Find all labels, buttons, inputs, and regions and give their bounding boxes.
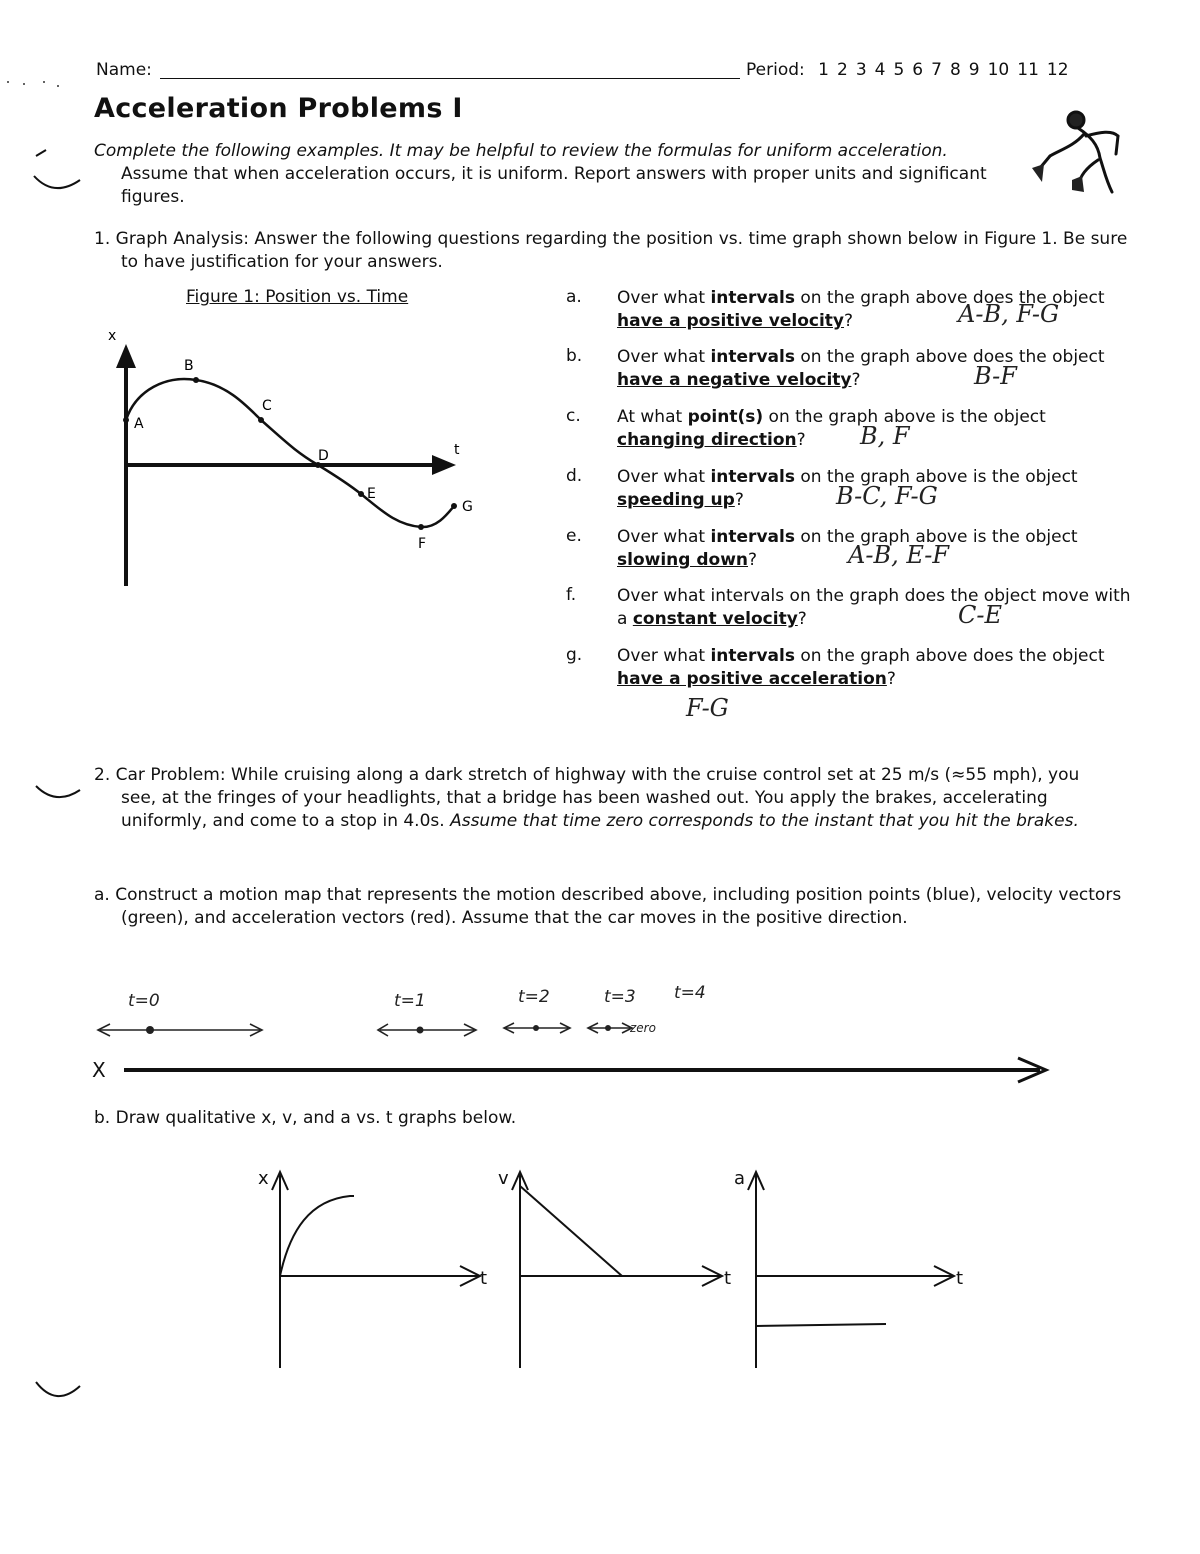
point-label-a: A [134,416,144,432]
handwritten-answer[interactable]: A-B, E-F [848,541,950,569]
question-mid: on the graph above does the object [794,646,1105,666]
question-post: ? [886,669,896,689]
handwritten-answer[interactable]: A-B, F-G [958,300,1060,328]
question-mid: on the graph above is the object [794,527,1078,547]
handwritten-answer[interactable]: C-E [958,601,1002,629]
instructions-italic: Complete the following examples. It may be helpful to review the formulas for uniform acceleration. [94,141,948,161]
figure-1-title: Figure 1: Position vs. Time [186,287,409,307]
period-option[interactable]: 5 [893,60,905,80]
question-post: ? [796,430,806,450]
graph-x-tlabel: t [480,1268,488,1289]
point-label-b: B [184,358,194,374]
t-axis-arrow [432,455,456,475]
page-title: Acceleration Problems I [94,93,463,124]
period-options [810,60,1068,80]
question-letter: g. [566,645,583,665]
problem-2-part-b: b. Draw qualitative x, v, and a vs. t graphs below. [94,1108,517,1128]
problem-2-body: Car Problem: While cruising along a dark stretch of highway with the cruise control set at 25 m/s (≈55 mph), you see, at the fringes of your headlights, that a bridge has been washed out. You apply the brakes, accelerating uniformly, and come to a stop in 4.0s. [115,765,1080,831]
point-label-c: C [262,398,272,414]
position-curve [126,379,454,527]
question-letter: b. [566,346,583,366]
question-pre: Over what [617,288,711,308]
question-mid: on the graph above does the object [794,347,1105,367]
motion-zero-note: zero [630,1021,656,1035]
margin-marks [0,0,90,1554]
problem-1-text [94,228,1134,274]
question-bold: point(s) [687,407,764,427]
period-option[interactable]: 1 [818,60,829,80]
period-option[interactable]: 9 [968,60,980,80]
question-pre: Over what [617,467,711,487]
runner-illustration-icon [1020,106,1124,198]
problem-2-italic: Assume that time zero corresponds to the instant that you hit the brakes. [450,811,1079,831]
instructions-rest: Assume that when acceleration occurs, it is uniform. Report answers with proper units and significant figures. [121,164,987,207]
problem-1-number: 1. [94,229,111,249]
period-option[interactable]: 11 [1017,60,1039,80]
question-bold: intervals [710,347,795,367]
handwritten-answer[interactable]: B-F [974,362,1017,390]
question-letter: e. [566,526,582,546]
question-pre: Over what [617,586,711,606]
handwritten-answer[interactable]: F-G [686,694,729,722]
question-bold: intervals [710,288,795,308]
question-pre: At what [617,407,688,427]
graph-a-tlabel: t [956,1268,964,1289]
problem-2-text [94,764,1104,833]
question-text [617,585,1137,631]
problem-2-part-a: a. Construct a motion map that represents the motion described above, including position points (blue), velocity vectors (green), and acceleration vectors (red). Assume that the car moves in the positive direction. [94,885,1122,928]
question-bold: intervals [710,527,795,547]
question-post: ? [734,490,744,510]
question-key: changing direction [617,430,797,450]
motion-label-t0: t=0 [128,991,160,1011]
period-option[interactable]: 7 [931,60,942,80]
t-axis-label: t [454,442,460,458]
point-label-e: E [367,486,376,502]
handwritten-answer[interactable]: B-C, F-G [836,482,938,510]
period-option[interactable]: 12 [1046,60,1069,80]
question-post: ? [844,311,854,331]
question-key: have a positive velocity [617,311,845,331]
graph-v-ylabel: v [498,1168,509,1189]
question-mid: intervals on the graph does the object move with a [617,586,1131,629]
period-option[interactable]: 8 [949,60,961,80]
name-field-line[interactable] [160,78,740,79]
figure-1-position-time-graph [96,320,496,600]
point-label-d: D [318,448,329,464]
question-pre: Over what [617,646,711,666]
period-selector [746,60,1069,80]
question-pre: Over what [617,527,711,547]
question-letter: f. [566,585,577,605]
period-option[interactable]: 10 [987,60,1010,80]
motion-map[interactable] [90,978,1060,1088]
motion-graphs[interactable] [250,1160,990,1380]
question-key: have a positive acceleration [617,669,887,689]
question-key: slowing down [617,550,749,570]
question-post: ? [851,370,861,390]
question-letter: d. [566,466,583,486]
question-key: constant velocity [632,609,798,629]
instructions [94,140,994,209]
question-mid: on the graph above is the object [794,467,1078,487]
motion-label-t4: t=4 [674,983,706,1003]
problem-1-body: Graph Analysis: Answer the following questions regarding the position vs. time graph shown below in Figure 1. Be sure to have justification for your answers. [115,229,1128,272]
question-text [617,346,1137,392]
question-pre: Over what [617,347,711,367]
motion-map-axis-label: X [92,1058,106,1082]
period-option[interactable]: 6 [912,60,924,80]
question-key: have a negative velocity [617,370,852,390]
question-text [617,645,1137,691]
question-letter: c. [566,406,581,426]
question-post: ? [748,550,758,570]
name-label: Name: [96,60,152,80]
question-key: speeding up [617,490,735,510]
handwritten-answer[interactable]: B, F [860,422,910,450]
question-bold: intervals [710,646,795,666]
period-option[interactable]: 2 [836,60,848,80]
point-label-f: F [418,536,427,552]
question-mid: on the graph above does the object [794,288,1105,308]
question-bold: intervals [710,467,795,487]
period-label: Period: [746,60,805,80]
graph-x-ylabel: x [258,1168,269,1189]
point-label-g: G [462,499,473,515]
x-axis-label: x [108,328,117,344]
question-mid: on the graph above is the object [763,407,1046,427]
period-option[interactable]: 4 [874,60,886,80]
period-option[interactable]: 3 [855,60,867,80]
x-axis-arrow [116,344,136,368]
graph-a-ylabel: a [734,1168,746,1189]
question-letter: a. [566,287,582,307]
problem-2-number: 2. [94,765,111,785]
question-post: ? [797,609,807,629]
motion-label-t3: t=3 [604,987,636,1007]
motion-label-t1: t=1 [394,991,426,1011]
graph-v-tlabel: t [724,1268,732,1289]
motion-label-t2: t=2 [518,987,550,1007]
